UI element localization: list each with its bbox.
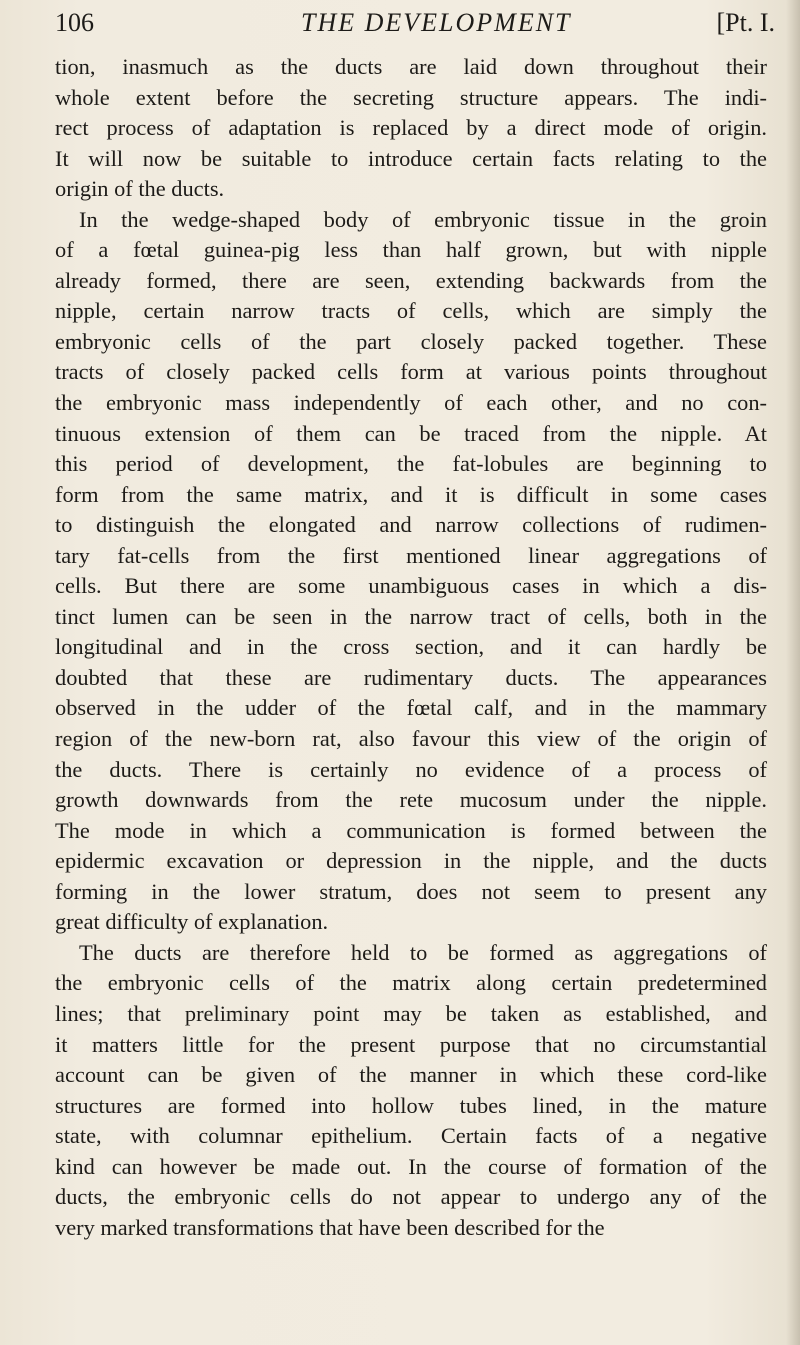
text-line: already formed, there are seen, extending backwards from the [55,267,767,293]
text-line: longitudinal and in the cross section, and it can hardly be [55,634,767,660]
paragraph [55,205,767,938]
page-header [55,8,775,48]
text-line: In the wedge-shaped body of embryonic tissue in the groin [79,206,767,232]
body-text [55,52,767,1243]
text-line: doubted that these are rudimentary ducts. The appearances [55,664,767,690]
text-line: to distinguish the elongated and narrow collections of rudimen- [55,512,767,538]
text-line: tinuous extension of them can be traced from the nipple. At [55,420,767,446]
text-line: forming in the lower stratum, does not seem to present any [55,878,767,904]
page-edge-shadow [786,0,800,1345]
text-line: embryonic cells of the part closely packed together. These [55,328,767,354]
text-line: of a fœtal guinea-pig less than half grown, but with nipple [55,237,767,263]
text-line: observed in the udder of the fœtal calf, and in the mammary [55,695,767,721]
text-line: lines; that preliminary point may be taken as established, and [55,1000,767,1026]
text-line: growth downwards from the rete mucosum under the nipple. [55,787,767,813]
text-line: tracts of closely packed cells form at various points throughout [55,359,767,385]
text-line: cells. But there are some unambiguous cases in which a dis- [55,573,767,599]
part-marker: [Pt. I. [716,8,775,37]
text-line: it matters little for the present purpose that no circumstantial [55,1031,767,1057]
text-line: form from the same matrix, and it is difficult in some cases [55,481,767,507]
text-line: tion, inasmuch as the ducts are laid down throughout their [55,54,767,79]
text-line: structures are formed into hollow tubes lined, in the mature [55,1092,767,1118]
text-line: very marked transformations that have been described for the [55,1214,605,1240]
text-line: The ducts are therefore held to be formed as aggregations of [79,939,767,965]
text-line: this period of development, the fat-lobules are beginning to [55,451,767,477]
text-line: rect process of adaptation is replaced by a direct mode of origin. [55,115,767,141]
text-line: the ducts. There is certainly no evidence of a process of [55,756,767,782]
text-line: tary fat-cells from the first mentioned linear aggregations of [55,542,767,568]
text-line: ducts, the embryonic cells do not appear to undergo any of the [55,1184,767,1210]
text-line: epidermic excavation or depression in the nipple, and the ducts [55,848,767,874]
text-line: kind can however be made out. In the course of formation of the [55,1153,767,1179]
paragraph [55,52,767,205]
text-line: great difficulty of explanation. [55,909,329,935]
text-line: nipple, certain narrow tracts of cells, which are simply the [55,298,767,324]
text-line: region of the new-born rat, also favour this view of the origin of [55,726,767,752]
page-number: 106 [55,8,94,37]
running-title: THE DEVELOPMENT [301,8,572,37]
text-line: It will now be suitable to introduce certain facts relating to the [55,145,767,171]
text-line: the embryonic cells of the matrix along certain predetermined [55,970,767,996]
text-line: account can be given of the manner in which these cord-like [55,1062,767,1088]
text-line: the embryonic mass independently of each other, and no con- [55,390,767,416]
text-line: origin of the ducts. [55,176,225,202]
text-line: tinct lumen can be seen in the narrow tract of cells, both in the [55,603,767,629]
text-line: whole extent before the secreting structure appears. The indi- [55,84,767,110]
text-line: The mode in which a communication is formed between the [55,817,767,843]
text-line: state, with columnar epithelium. Certain facts of a negative [55,1123,767,1149]
paragraph [55,938,767,1243]
